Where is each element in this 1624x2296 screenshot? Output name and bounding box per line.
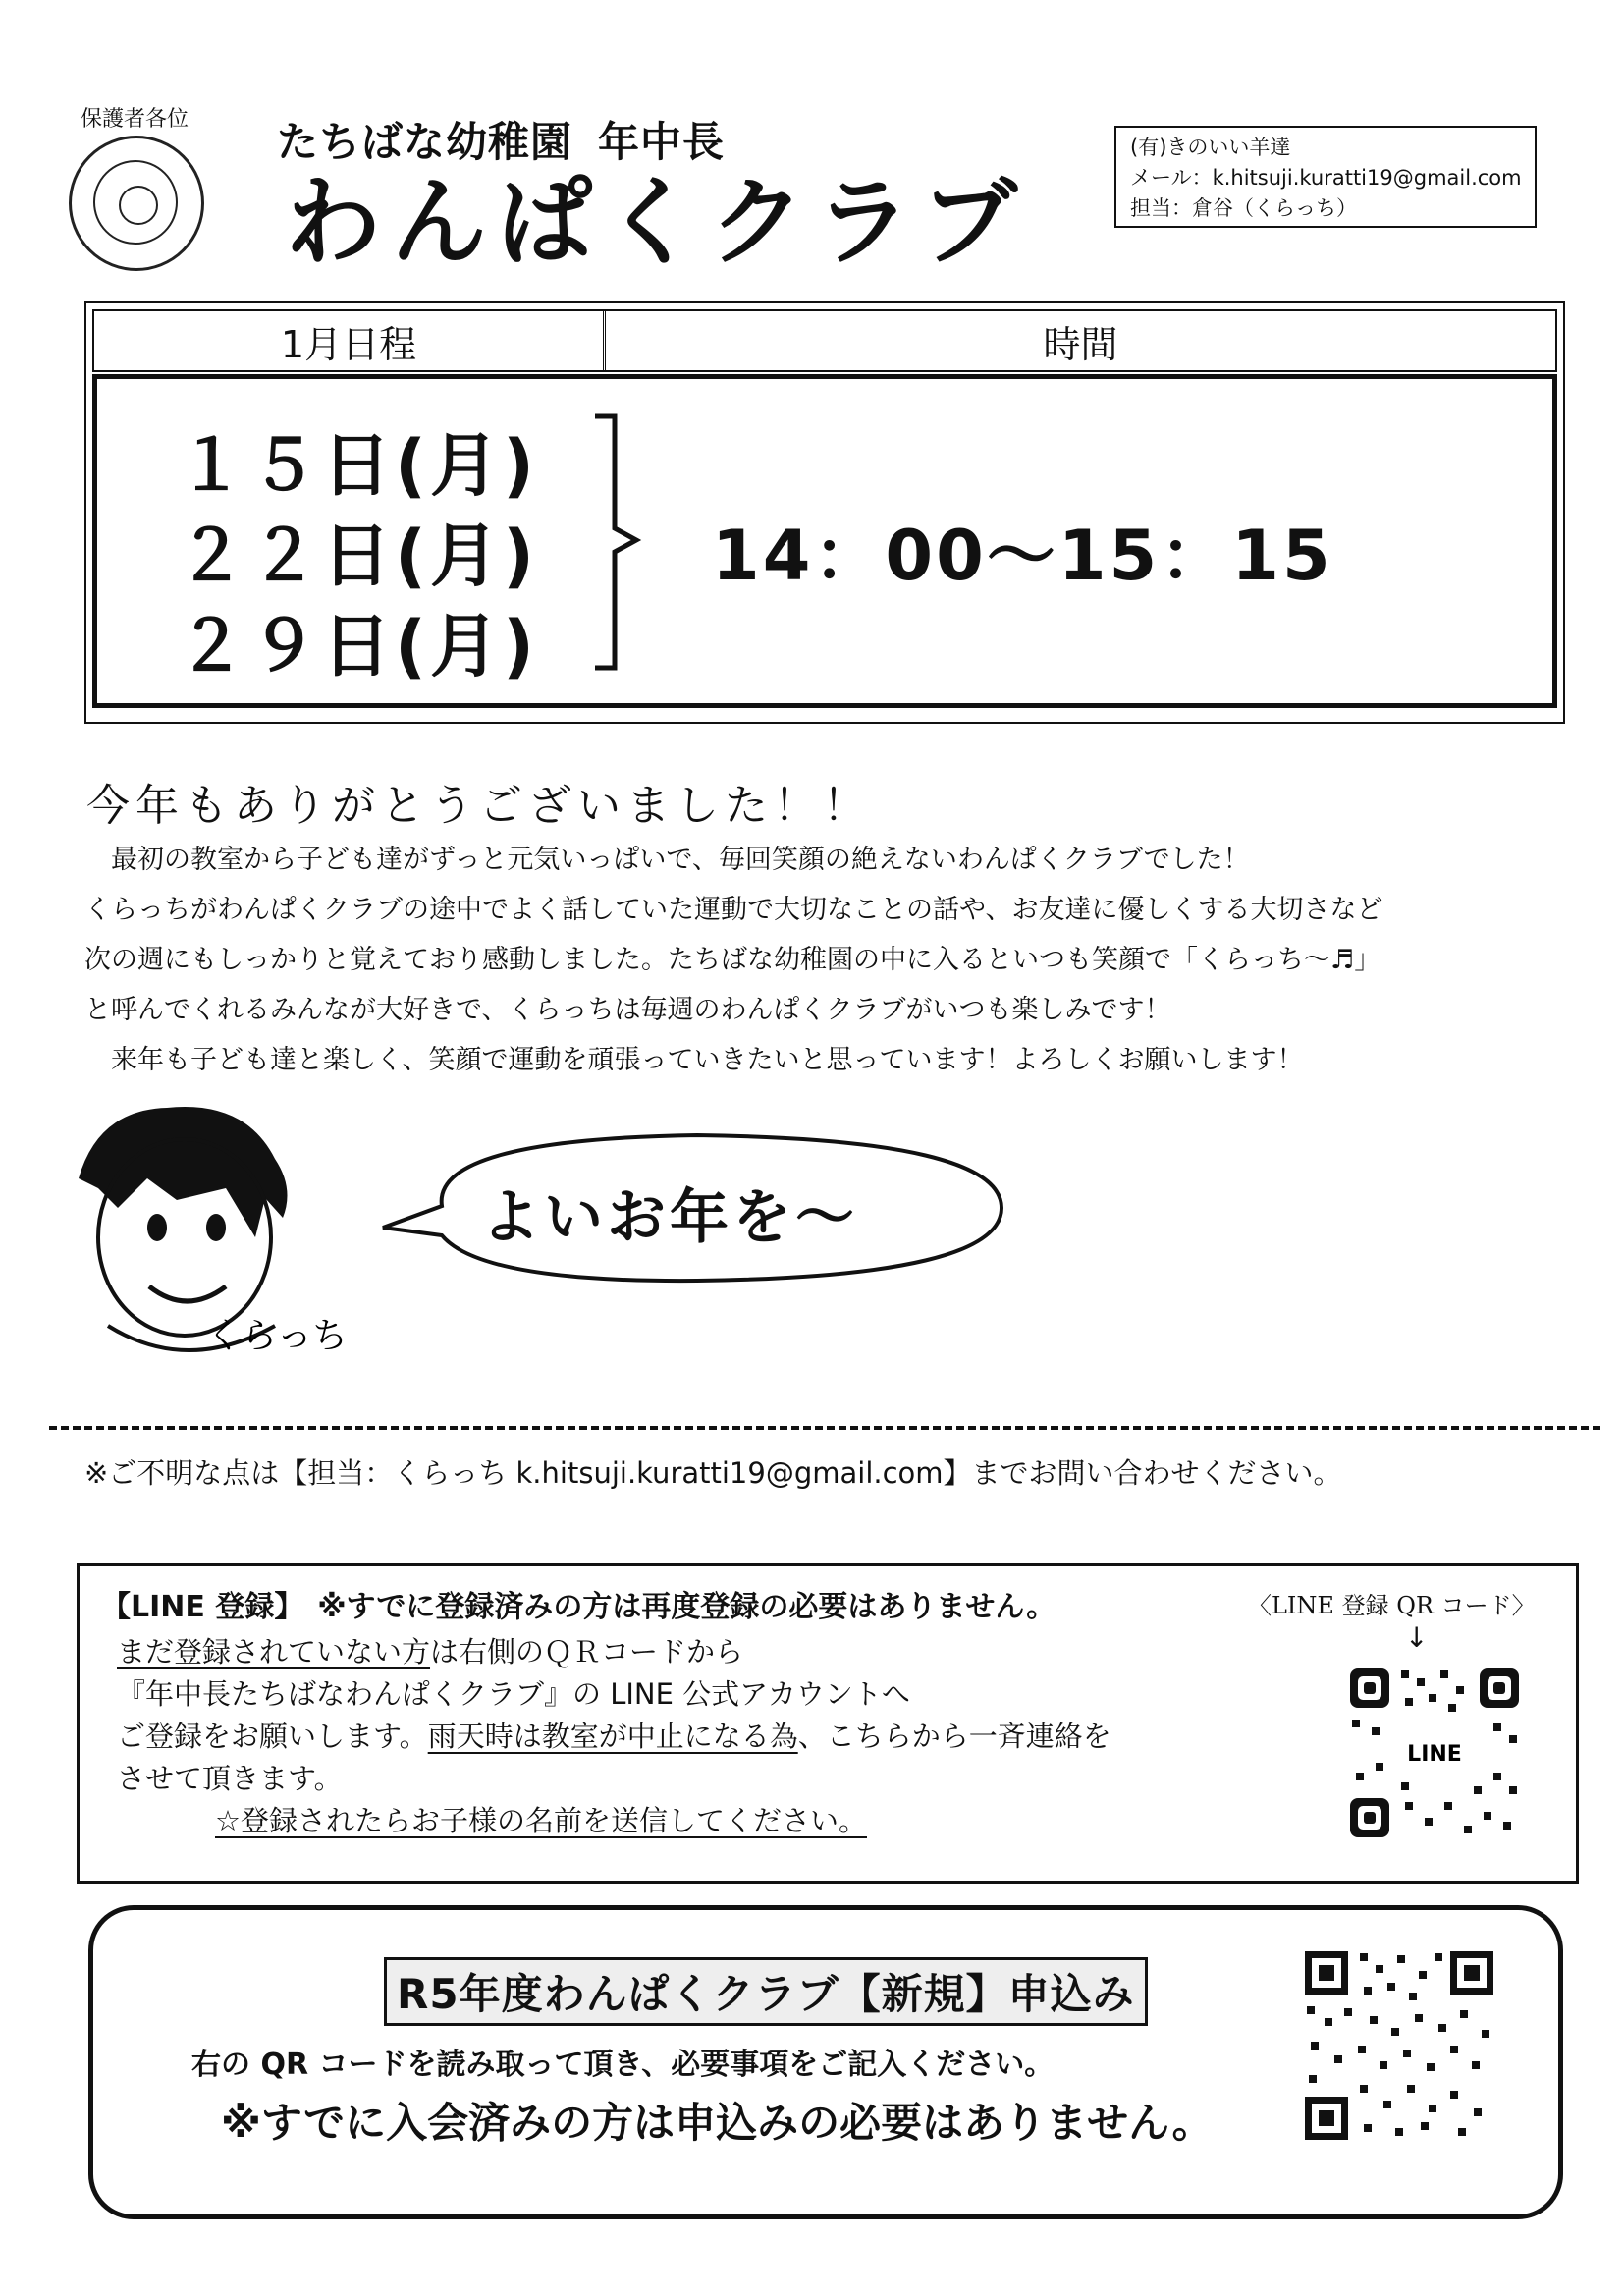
club-title: わんぱくクラブ [285, 167, 1028, 279]
contact-box [1114, 126, 1537, 228]
grade-label: 年中長 [598, 118, 726, 166]
schedule-header-time: 時間 [1043, 322, 1118, 366]
line-note: ※すでに登録済みの方は再度登録の必要はありません。 [317, 1590, 1056, 1624]
message-line: 来年も子ども達と楽しく、笑顔で運動を頑張っていきたいと思っています！よろしくお願いします！ [84, 1045, 1304, 1075]
application-note: ※すでに入会済みの方は申込みの必要はありません。 [221, 2099, 1214, 2147]
line-text: ご登録をお願いします。 [117, 1720, 428, 1753]
schedule-date: ２９日(月) [177, 606, 538, 686]
kuratchi-illustration [59, 1090, 353, 1375]
arrow-down-icon: ↓ [1405, 1621, 1429, 1654]
illustration-signature: くらっち [206, 1316, 349, 1356]
underlined-text: ☆登録されたらお子様の名前を送信してください。 [215, 1804, 867, 1837]
curly-brace [589, 410, 648, 676]
addressee: 保護者各位 [81, 107, 189, 132]
school-name [277, 110, 725, 169]
line-instructions [117, 1631, 1111, 1842]
message-body [84, 835, 1557, 1085]
line-title-label: 【LINE 登録】 [101, 1590, 304, 1624]
contact-person: 担当：倉谷（くらっち） [1130, 196, 1357, 220]
schedule-time: 14：00〜15：15 [712, 516, 1333, 596]
line-text: 『年中長たちばなわんぱくクラブ』の LINE 公式アカウントへ [117, 1677, 910, 1711]
school-label: たちばな幼稚園 [277, 118, 573, 166]
application-heading: R5年度わんぱくクラブ【新規】申込み [384, 1957, 1148, 2026]
message-line: 最初の教室から子ども達がずっと元気いっぱいで、毎回笑顔の絶えないわんぱくクラブでした！ [84, 845, 1250, 875]
line-text: は右側のＱＲコードから [430, 1635, 744, 1668]
schedule-date: １５日(月) [177, 425, 538, 506]
message-line: と呼んでくれるみんなが大好きで、くらっちは毎週のわんぱくクラブがいつも楽しみです！ [84, 995, 1171, 1025]
bubble-text: よいお年を〜 [481, 1183, 858, 1252]
qr-caption: 〈LINE 登録 QR コード〉 [1248, 1592, 1536, 1619]
line-registration-box [77, 1563, 1579, 1884]
line-title [101, 1582, 1056, 1625]
company-seal-logo [69, 136, 204, 271]
underlined-text: まだ登録されていない方 [117, 1635, 431, 1668]
application-box [88, 1905, 1563, 2219]
company-name: (有)きのいい羊達 [1130, 136, 1291, 159]
contact-email: メール：k.hitsuji.kuratti19@gmail.com [1130, 166, 1522, 190]
message-title: 今年もありがとうございました！！ [86, 781, 872, 831]
line-text: させて頂きます。 [117, 1762, 343, 1795]
qr-line-label: LINE [1407, 1742, 1462, 1767]
divider [49, 1426, 1600, 1430]
schedule-date: ２２日(月) [177, 516, 538, 596]
message-line: 次の週にもしっかりと覚えており感動しました。たちばな幼稚園の中に入るといつも笑顔で「くらっち〜♬」 [84, 945, 1381, 975]
application-instruction: 右の QR コードを読み取って頂き、必要事項をご記入ください。 [191, 2048, 1055, 2082]
inquiry-note: ※ご不明な点は【担当：くらっち k.hitsuji.kuratti19@gmail.com】までお問い合わせください。 [84, 1456, 1342, 1490]
schedule-header-dates: 1月日程 [94, 311, 606, 370]
message-line: くらっちがわんぱくクラブの途中でよく話していた運動で大切なことの話や、お友達に優しくする大切さなど [84, 895, 1383, 925]
application-qr-code[interactable] [1301, 1947, 1497, 2144]
line-qr-code[interactable] [1346, 1665, 1523, 1841]
line-text: 、こちらから一斉連絡を [797, 1720, 1111, 1753]
underlined-text: 雨天時は教室が中止になる為 [427, 1720, 798, 1753]
